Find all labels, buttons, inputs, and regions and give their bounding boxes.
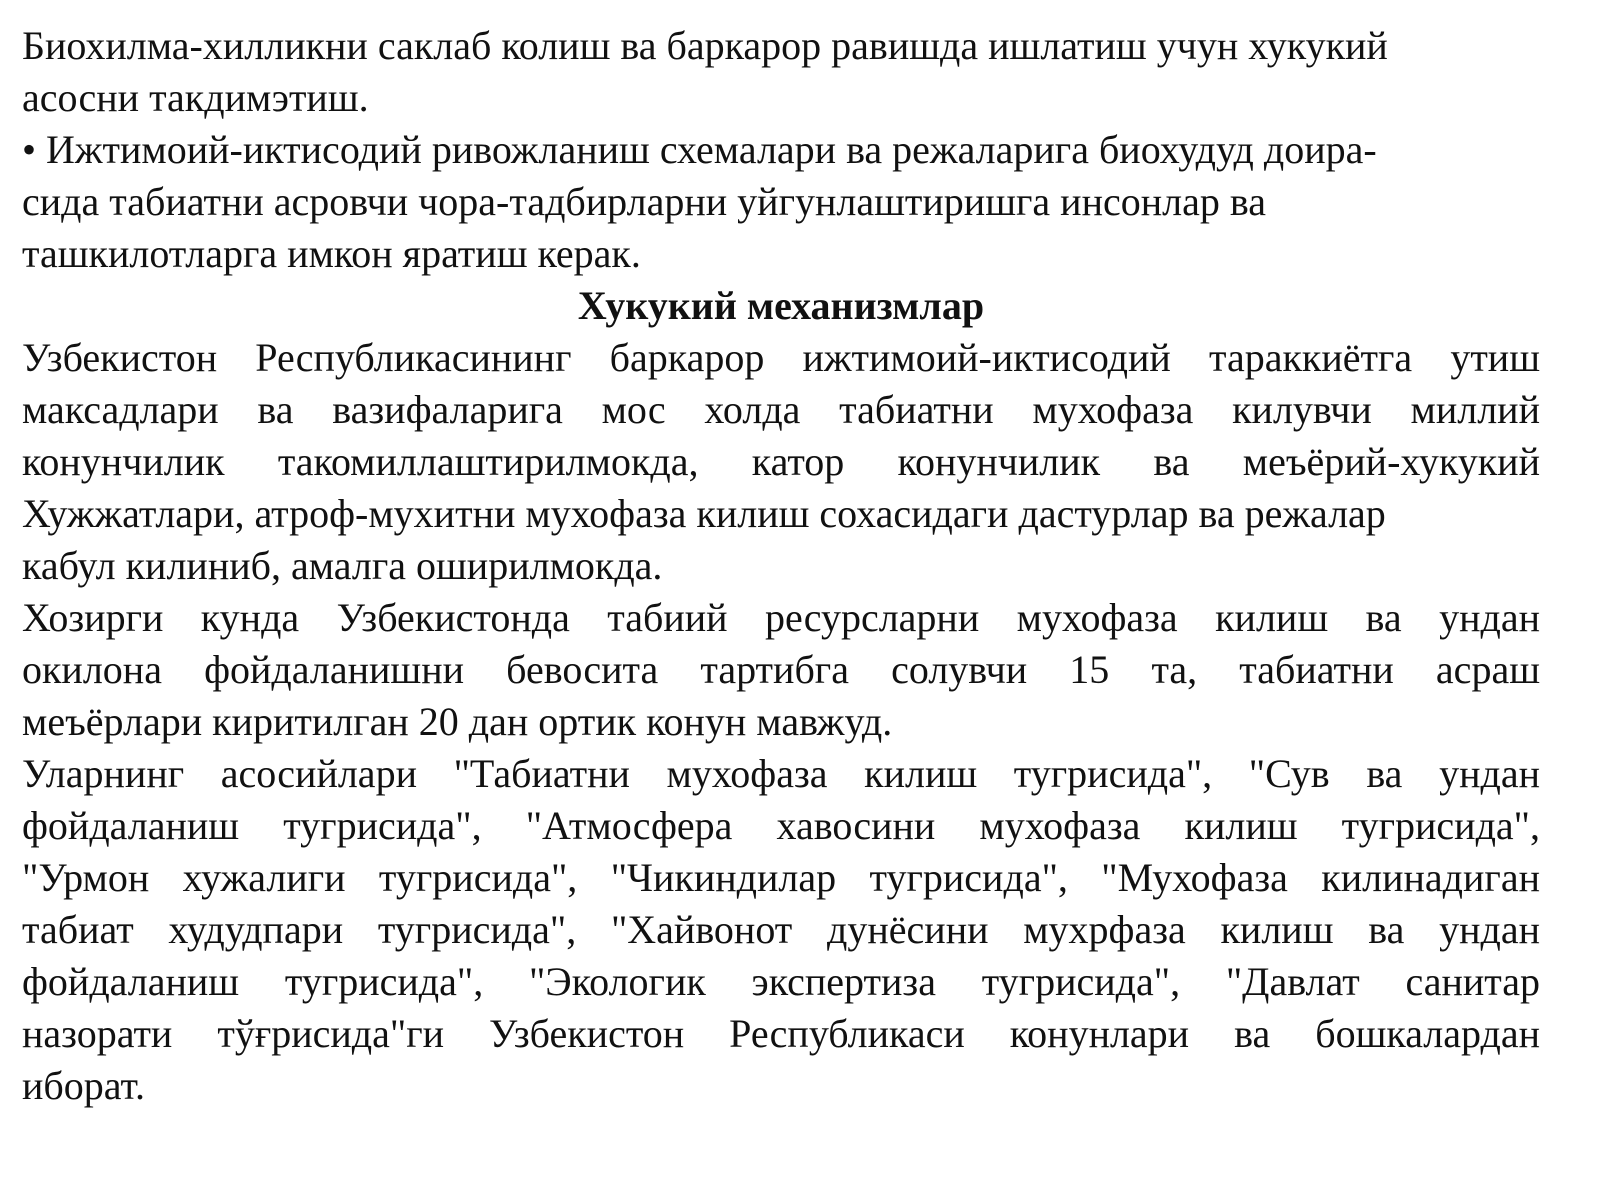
- text-line: конунчилик такомиллаштирилмокда, катор конунчилик ва меъёрий-хукукий: [22, 439, 1540, 484]
- text-line: сида табиатни асровчи чора-тадбирларни уйгунлаштиришга инсонлар ва: [22, 179, 1266, 224]
- text-line: фойдаланиш тугрисида", "Атмосфера хавосини мухофаза килиш тугрисида",: [22, 803, 1540, 848]
- text-line: Хужжатлари, атроф-мухитни мухофаза килиш сохасидаги дастурлар ва режалар: [22, 491, 1386, 536]
- text-line: асосни такдимэтиш.: [22, 75, 369, 120]
- section-heading: Хукукий механизмлар: [577, 283, 985, 328]
- text-line: максадлари ва вазифаларига мос холда табиатни мухофаза килувчи миллий: [22, 387, 1540, 432]
- text-line: назорати тўғрисида"ги Узбекистон Республикаси конунлари ва бошкалардан: [22, 1011, 1540, 1056]
- text-line: иборат.: [22, 1063, 145, 1108]
- paragraph-laws-count: [22, 592, 1540, 748]
- text-line: "Урмон хужалиги тугрисида", "Чикиндилар тугрисида", "Мухофаза килинадиган: [22, 855, 1540, 900]
- text-line: ташкилотларга имкон яратиш керак.: [22, 231, 641, 276]
- text-line: Узбекистон Республикасининг баркарор ижтимоий-иктисодий тараккиётга утиш: [22, 335, 1540, 380]
- document-page: [22, 20, 1540, 1112]
- text-line: Уларнинг асосийлари "Табиатни мухофаза килиш тугрисида", "Сув ва ундан: [22, 751, 1540, 796]
- text-line: окилона фойдаланишни бевосита тартибга солувчи 15 та, табиатни асраш: [22, 647, 1540, 692]
- text-line: кабул килиниб, амалга оширилмокда.: [22, 543, 663, 588]
- paragraph-laws-list: [22, 748, 1540, 1112]
- text-line: фойдаланиш тугрисида", "Экологик экспертиза тугрисида", "Давлат санитар: [22, 959, 1540, 1004]
- text-line: меъёрлари киритилган 20 дан ортик конун мавжуд.: [22, 699, 893, 744]
- text-line: Хозирги кунда Узбекистонда табиий ресурсларни мухофаза килиш ва ундан: [22, 595, 1540, 640]
- bullet-item: [22, 124, 1540, 280]
- text-line: табиат худудпари тугрисида", "Хайвонот дунёсини мухрфаза килиш ва ундан: [22, 907, 1540, 952]
- paragraph-legislation: [22, 332, 1540, 592]
- text-line: • Ижтимоий-иктисодий ривожланиш схемалари ва режаларига биохудуд доира-: [22, 127, 1377, 172]
- intro-paragraph: [22, 20, 1540, 124]
- text-line: Биохилма-хилликни саклаб колиш ва баркарор равишда ишлатиш учун хукукий: [22, 23, 1388, 68]
